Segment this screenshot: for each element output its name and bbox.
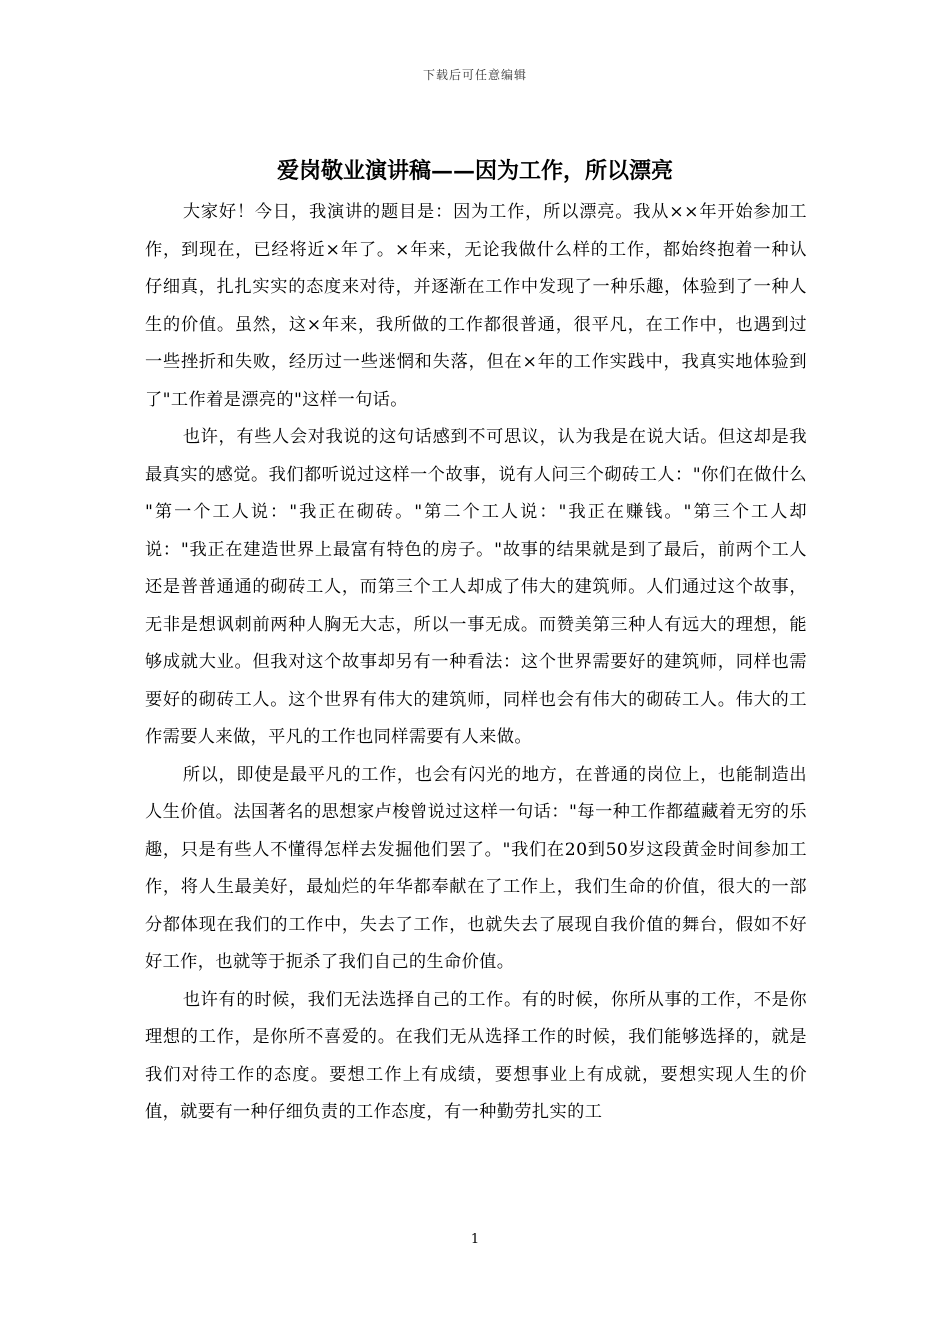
paragraph: 大家好！今日，我演讲的题目是：因为工作，所以漂亮。我从××年开始参加工作，到现在，已经将近×年了。×年来，无论我做什么样的工作，都始终抱着一种认仔细真，扎扎实实的态度来对待，并逐渐在工作中发现了一种乐趣，体验到了一种人生的价值。虽然，这×年来，我所做的工作都很普通，很平凡，在工作中，也遇到过一些挫折和失败，经历过一些迷惘和失落，但在×年的工作实践中，我真实地体验到了"工作着是漂亮的"这样一句话。 xyxy=(145,202,807,410)
document-body xyxy=(145,194,843,1132)
document-title: 爱岗敬业演讲稿——因为工作，所以漂亮 xyxy=(276,158,673,184)
paragraph: 也许，有些人会对我说的这句话感到不可思议，认为我是在说大话。但这却是我最真实的感觉。我们都听说过这样一个故事，说有人问三个砌砖工人："你们在做什么 "第一个工人说："我正在砌砖。"第二个工人说："我正在赚钱。"第三个工人却说："我正在建造世界上最富有特色的房子。"故事的结果就是到了最后，前两个工人还是普普通通的砌砖工人，而第三个工人却成了伟大的建筑师。人们通过这个故事，无非是想讽刺前两种人胸无大志，所以一事无成。而赞美第三种人有远大的理想，能够成就大业。但我对这个故事却另有一种看法：这个世界需要好的建筑师，同样也需要好的砌砖工人。这个世界有伟大的建筑师，同样也会有伟大的砌砖工人。伟大的工作需要人来做，平凡的工作也同样需要有人来做。 xyxy=(145,427,843,747)
paragraph: 也许有的时候，我们无法选择自己的工作。有的时候，你所从事的工作，不是你理想的工作，是你所不喜爱的。在我们无从选择工作的时候，我们能够选择的，就是我们对待工作的态度。要想工作上有成绩，要想事业上有成就，要想实现人生的价值，就要有一种仔细负责的工作态度，有一种勤劳扎实的工 xyxy=(145,989,807,1122)
paragraph: 所以，即使是最平凡的工作，也会有闪光的地方，在普通的岗位上，也能制造出人生价值。法国著名的思想家卢梭曾说过这样一句话："每一种工作都蕴藏着无穷的乐趣，只是有些人不懂得怎样去发掘他们罢了。"我们在20到50岁这段黄金时间参加工作，将人生最美好，最灿烂的年华都奉献在了工作上，我们生命的价值，很大的一部分都体现在我们的工作中，失去了工作，也就失去了展现自我价值的舞台，假如不好好工作，也就等于扼杀了我们自己的生命价值。 xyxy=(145,764,807,972)
page-number: 1 xyxy=(470,1232,480,1247)
header-note: 下载后可任意编辑 xyxy=(422,68,527,82)
